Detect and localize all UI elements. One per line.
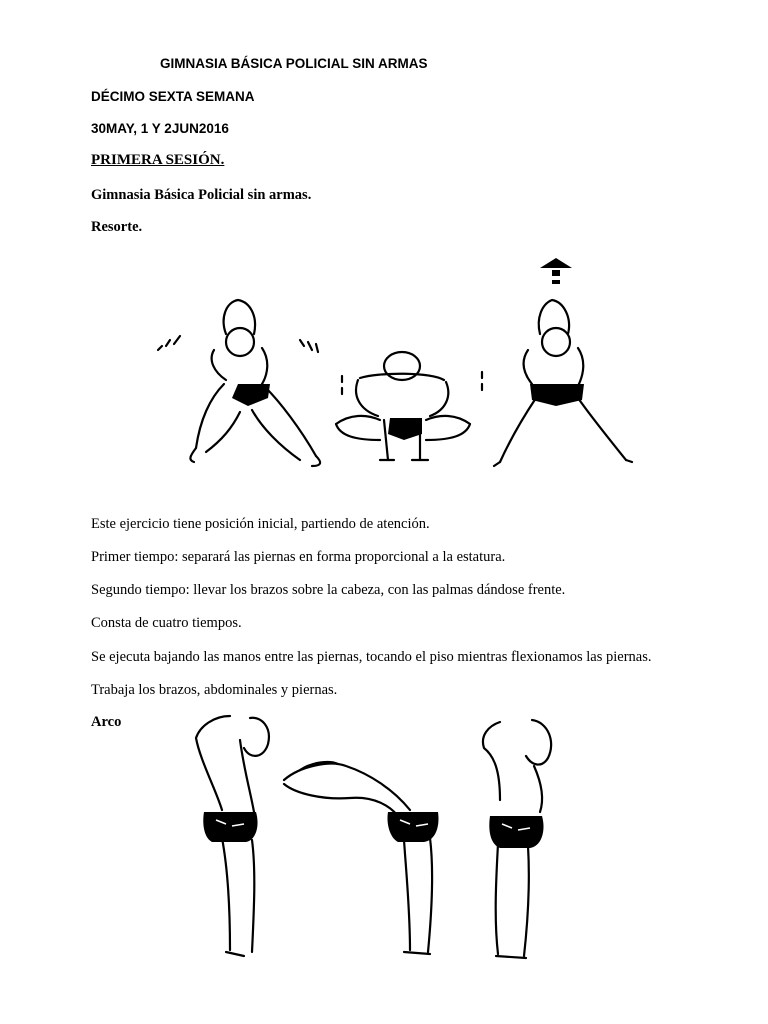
exercise-name-resorte: Resorte. [91,219,143,235]
week-label: DÉCIMO SEXTA SEMANA [91,89,255,104]
document-title: GIMNASIA BÁSICA POLICIAL SIN ARMAS [160,56,428,71]
paragraph: Segundo tiempo: llevar los brazos sobre la cabeza, con las palmas dándose frente. [91,582,566,598]
paragraph: Se ejecuta bajando las manos entre las piernas, tocando el piso mientras flexionamos las piernas. [91,649,652,665]
paragraph: Este ejercicio tiene posición inicial, partiendo de atención. [91,516,430,532]
arco-figure-2 [284,762,432,954]
paragraph: Consta de cuatro tiempos. [91,615,242,631]
arco-shorts-1 [203,812,257,842]
exercise-name-arco: Arco [91,714,122,730]
paragraph: Primer tiempo: separará las piernas en forma proporcional a la estatura. [91,549,506,565]
arco-shorts-2 [387,812,438,842]
paragraph: Trabaja los brazos, abdominales y piernas. [91,682,338,698]
session-subheading: Gimnasia Básica Policial sin armas. [91,187,312,203]
arco-shorts-3 [489,816,543,848]
session-heading: PRIMERA SESIÓN. [91,152,225,168]
dates-label: 30MAY, 1 Y 2JUN2016 [91,121,229,136]
